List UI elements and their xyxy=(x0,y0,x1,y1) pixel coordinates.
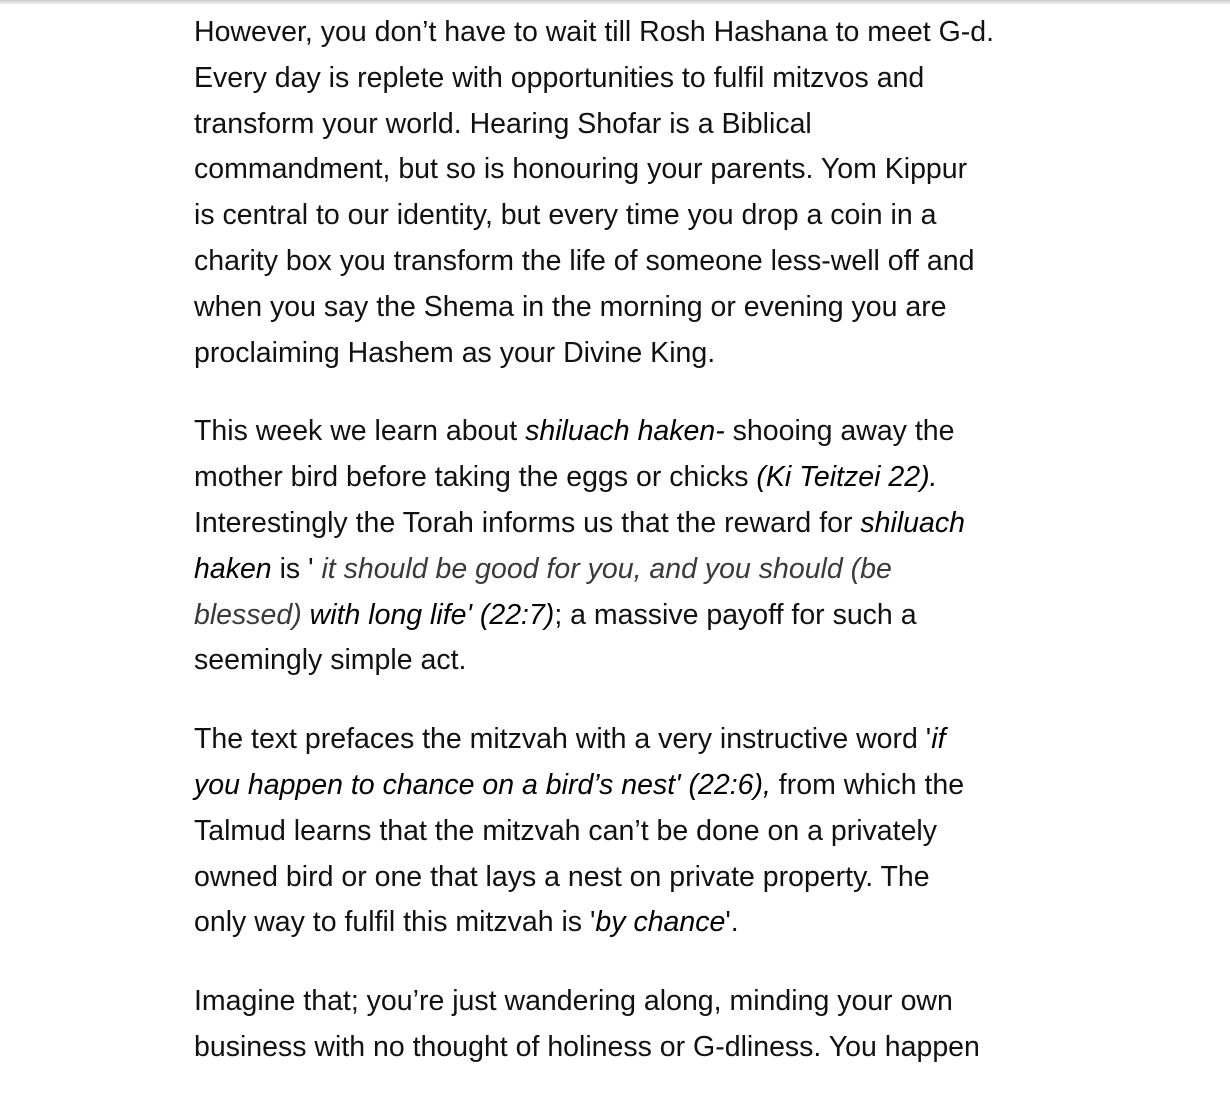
paragraph-4-line-2: business with no thought of holiness or G-dliness. You happen xyxy=(194,1030,980,1063)
paragraph-4 xyxy=(194,979,1074,1071)
verse-quote-citation: if you happen to chance on a bird’s nest' (22:6), xyxy=(194,723,946,801)
article-body xyxy=(194,10,1074,1104)
paragraph-2-text: ; a massive payoff for such a seemingly simple act. xyxy=(194,598,917,677)
paragraph-1-line-3: transform your world. Hearing Shofar is a Biblical xyxy=(194,107,812,140)
paragraph-1-line-4: commandment, but so is honouring your parents. Yom Kippur xyxy=(194,153,968,186)
mitzvah-name-emphasis: shiluach haken xyxy=(194,506,965,585)
paragraph-1-line-1: However, you don’t have to wait till Rosh Hashana to meet G-d. xyxy=(194,16,994,48)
verse-quote: it should be good for you, and you should (be blessed) xyxy=(194,552,892,631)
paragraph-4-line-1: Imagine that; you’re just wandering along, minding your own xyxy=(194,985,953,1018)
paragraph-3 xyxy=(194,717,1074,946)
paragraph-2-text: is ' xyxy=(271,552,322,585)
source-citation: (Ki Teitzei 22). xyxy=(756,461,938,494)
paragraph-2-text: Interestingly the Torah informs us that the reward for xyxy=(194,506,853,539)
paragraph-1-line-5: is central to our identity, but every time you drop a coin in a xyxy=(194,199,937,232)
top-edge-shadow xyxy=(0,0,1230,5)
paragraph-1-line-8: proclaiming Hashem as your Divine King. xyxy=(194,336,716,369)
paragraph-1-line-7: when you say the Shema in the morning or evening you are xyxy=(194,290,947,323)
paragraph-2-text xyxy=(302,599,310,631)
phrase-emphasis: by chance xyxy=(595,906,726,939)
paragraph-3-text: The text prefaces the mitzvah with a very instructive word ' xyxy=(194,723,932,756)
verse-quote-citation: with long life' (22:7) xyxy=(309,598,555,631)
paragraph-2-text: shooing away the mother bird before taking the eggs or chicks xyxy=(194,415,955,494)
mitzvah-name-emphasis: shiluach haken- xyxy=(525,415,725,448)
paragraph-1-line-6: charity box you transform the life of someone less-well off and xyxy=(194,244,975,277)
paragraph-1-line-2: Every day is replete with opportunities to fulfil mitzvos and xyxy=(194,61,925,94)
paragraph-1 xyxy=(194,10,1074,376)
paragraph-2-text-intro: This week we learn about xyxy=(194,415,526,448)
paragraph-2 xyxy=(194,409,1074,684)
paragraph-3-text: from which the Talmud learns that the mitzvah can’t be done on a privately owned bird or one that lays a nest on private property. The only way to fulfil this mitzvah is ' xyxy=(194,768,965,939)
paragraph-3-text: '. xyxy=(725,906,739,939)
